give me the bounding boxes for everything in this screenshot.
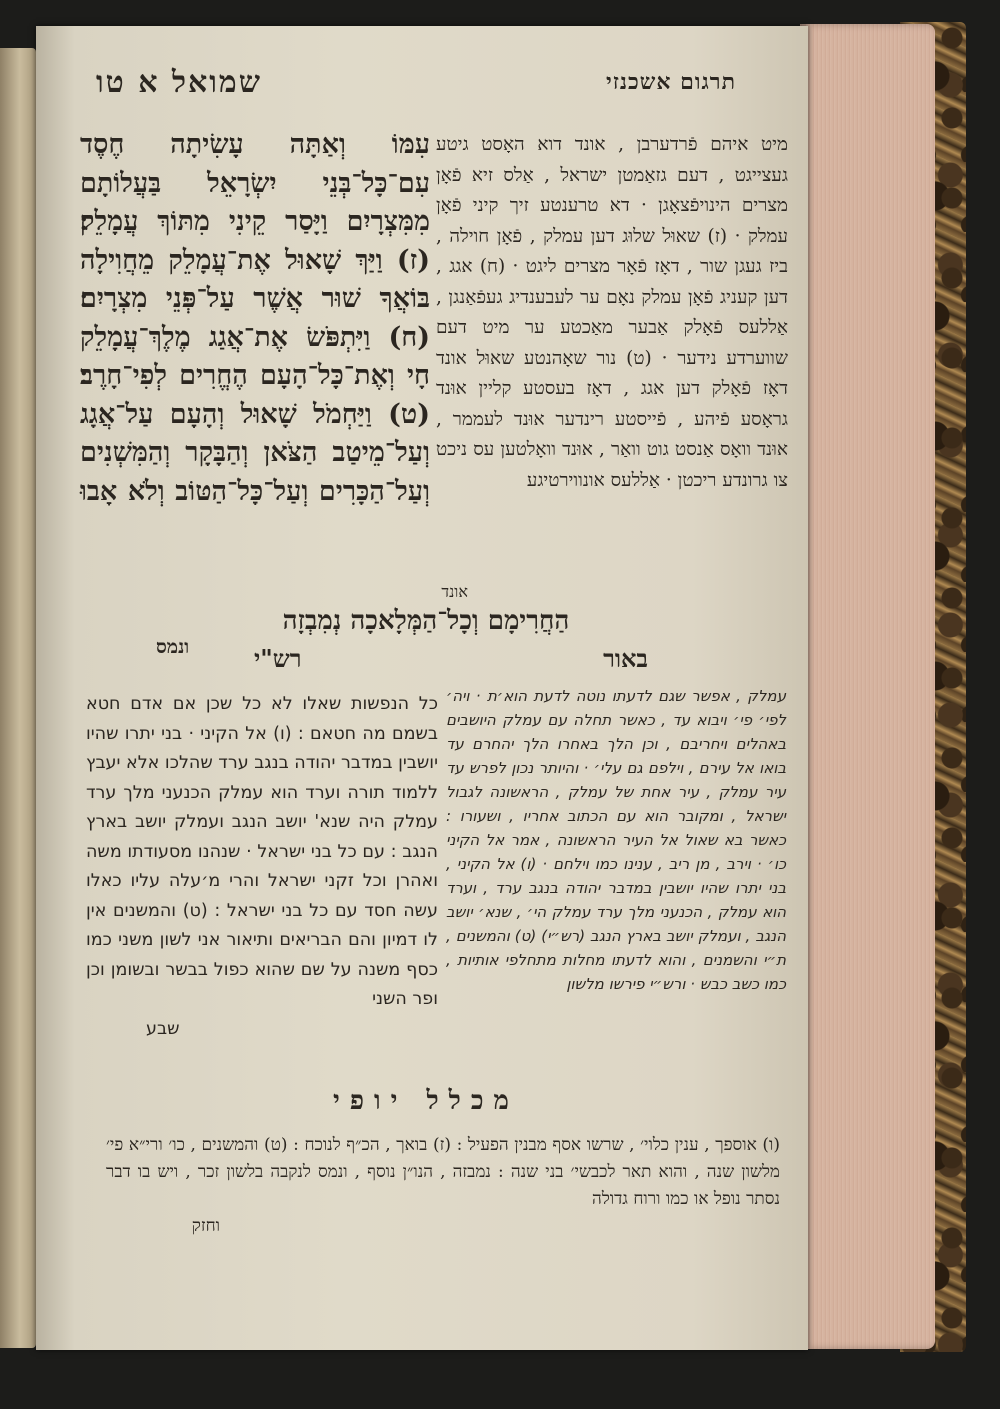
mikhlal-yofi-text-block [106,1132,780,1240]
rashi-column [86,690,438,1044]
rashi-heading: רש"י [254,644,302,673]
biur-column: עמלק , אפשר שגם לדעתו נוטה לדעת הוא׳ת · ויה׳ לפי׳ פי׳ ויבוא עד , כאשר תחלה עם עמלק היושבים באהלים ויחריבם , וכן הלך באחרו הלך יהחרם עד בואו אל עירם , וילפם גם עלי׳ · והיותר נכון לפרש עד עיר עמלק , עיר אחת של עמלק , הראשונה לגבול ישראל , ומקובר הוא עם הכתוב אחריו , ושעורו : כאשר בא שאול אל העיר הראשונה , אמר אל הקיני כו׳ · וירב , מן ריב , ענינו כמו וילחם · (ו) אל הקיני , בני יתרו שהיו יושבין במדבר יהודה בנגב ערד , וערד הוא עמלק , הכנעני מלך ערד עמלק הי׳ , שנא׳ יושב הנגב , ועמלק יושב בארץ הנגב (רש״י) (ט) והמשנים , ת״י והשמנים , והוא לדעתו מחלות מתחלפי אותיות , כמו כשב כבש · ורש״י פירשו מלשון [446,687,786,993]
rashi-text: כל הנפשות שאלו לא כל שכן אם אדם חטא בשמם מה חטאם : (ו) אל הקיני · בני יתרו שהיו יושבין במדבר יהודה בנגב ערד שהלכו אלא יעבץ ללמוד תורה וערד הוא עמלק הכנעני מלך ערד עמלק היה שנא' יושב הנגב ועמלק יושב בארץ הנגב : עם כל בני ישראל · שנהנו מסעודתו משה ואהרן וכל זקני ישראל והרי מ׳עלה עליו כאלו עשה חסד עם כל בני ישראל : (ט) והמשנים אין לו דמיון והם הבריאים ותיאור אני לשון משני כמו כסף משנה על שם שהוא כפול בבשר ובשומן וכן ופר השני [86,694,438,1009]
mikra-continuation-line [146,604,706,638]
targum-column: מיט איהם פֿרדערבן , אונד דוא האָסט גיטע געצייגט , דעם גזאַמטן ישראל , אַלס זיא פֿאָן מצרים הינויפֿצאָגן · דא טרענטע זיך קיני פֿאָן עמלק · (ז) שאוּל שלוּג דען עמלק , פֿאָן חוילה , ביז געגן שור , דאָז פֿאָר מצרים ליגט · (ח) אגג , דען קעניג פֿאָן עמלק נאָם ער לעבענדיג געפֿאַנגן , אַללעס פֿאָלק אַבער מאַכטע ער מיט דעם שווערדע נידער · (ט) נור שאָהנטע שאוּל אונד דאָז פֿאָלק דען אגג , דאָז בעסטע קליין אוּנד גראָסע פֿיהע , פֿייסטע רינדער אוּנד לעממר , אוּנד וואָס אַנסט גוט וואַר , אוּנד וואָלטען עס ניכט צו גרונדע ריכטן · אַללעס אונווירטיגע [436,134,788,491]
mikhlal-yofi-heading: מכלל יופי [333,1086,519,1116]
targum-catchword: אונד [441,582,468,601]
rashi-catchword: שבע [146,1018,180,1039]
running-header [96,60,736,104]
mikra-catchword: ונמס [156,636,190,658]
targum-running-title: תרגום אשכנזי [605,69,736,95]
facing-page-edge [0,48,36,1348]
biur-heading: באור [603,644,648,673]
mikra-column: עִמּוֹ וְאַתָּה עָשִׂיתָה חֶסֶד עִם־כָּל־בְּנֵי יִשְׂרָאֵל בַּעֲלוֹתָם מִמִּצְרָיִם וַיָּסַר קֵינִי מִתּוֹךְ עֲמָלֵק׃ (ז) וַיַּךְ שָׁאוּל אֶת־עֲמָלֵק מֵחֲוִילָה בּוֹאֲךָ שׁוּר אֲשֶׁר עַל־פְּנֵי מִצְרָיִם׃ (ח) וַיִּתְפֹּשׂ אֶת־אֲגַג מֶלֶךְ־עֲמָלֵק חָי וְאֶת־כָּל־הָעָם הֶחֱרִים לְפִי־חָרֶב׃ (ט) וַיַּחְמֹל שָׁאוּל וְהָעָם עַל־אֲגָג וְעַל־מֵיטַב הַצֹּאן וְהַבָּקָר וְהַמִּשְׁנִים וְעַל־הַכָּרִים וְעַל־כָּל־הַטּוֹב וְלֹא אָבוּ [80,129,430,507]
book-page [36,26,808,1350]
book-running-title: שמואל א טו [96,64,262,100]
mikra-continuation-text: הַחֲרִימָם וְכָל־הַמְּלָאכָה נְמִבְזָה [282,606,570,636]
mikhlal-yofi-text: (ו) אוספך , ענין כלוי׳ , שרשו אסף מבנין הפעיל : (ז) בואך , הכ״ף לנוכח : (ט) והמשנים , כו׳ ורי״א פי׳ מלשון שנה , והוא תאר לכבשי׳ בני שנה : נמבזה , הנו״ן נוסף , ונמס לנקבה בלשון זכר , ויש בו דבר נסתר נופל או כמו ורוח גדולה [106,1135,780,1209]
page-edges [800,24,935,1349]
mikhlal-yofi-last-word: וחזק [191,1216,220,1236]
